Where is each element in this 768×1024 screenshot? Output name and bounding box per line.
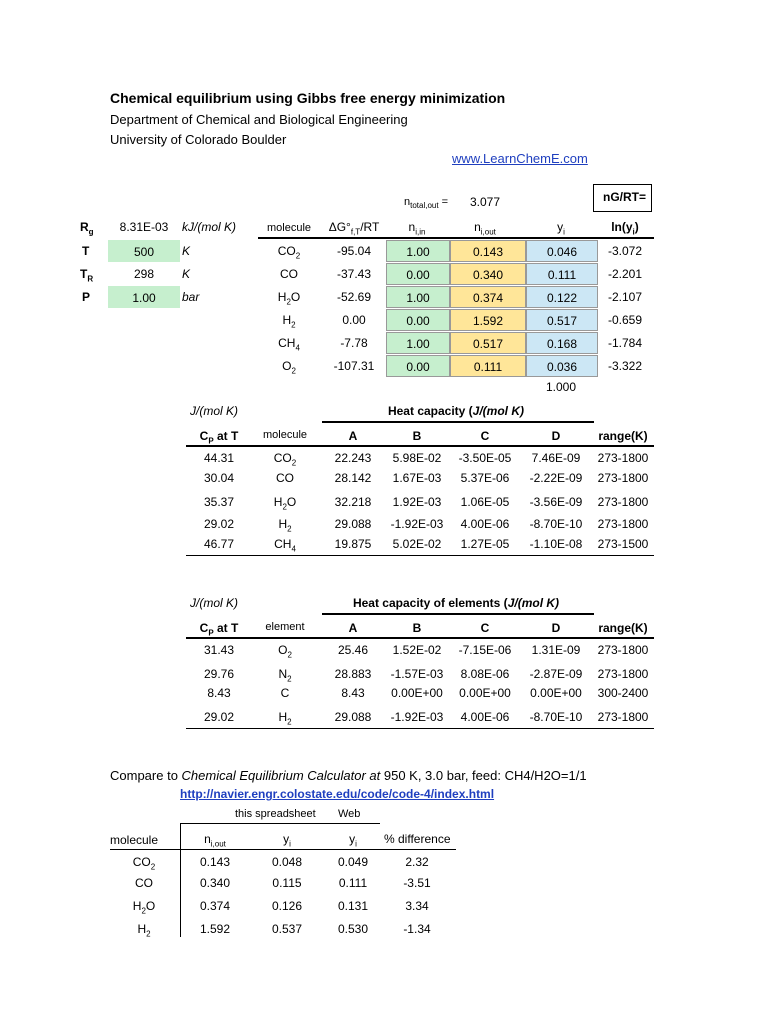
hc-cell-cp: 31.43 [203,643,235,657]
lny-cell: -2.107 [607,290,643,304]
hc-cell-mol: $CO_2$ [273,451,297,468]
hc-header-d: D [551,429,561,443]
compare-y: 0.537 [271,922,303,936]
compare-molecule: $H_2$ [137,922,151,939]
hc-header-c: C [480,621,490,635]
learncheme-link[interactable]: www.LearnChemE.com [452,151,588,166]
compare-header-yweb: $y_i$ [349,832,357,849]
hc-title: Heat capacity (J/(mol K) [387,404,525,418]
header-lny: $\ln(y_i)$ [611,220,639,237]
hc-header-mol: element [265,621,305,633]
ysum: 1.000 [545,380,577,394]
hc-cell-d: -3.56E-09 [529,495,583,509]
compare-yweb: 0.530 [337,922,369,936]
dg-cell: -52.69 [336,290,372,304]
lny-cell: -0.659 [607,313,643,327]
hc-cell-a: 29.088 [334,710,372,724]
compare-molecule: CO [135,876,153,890]
nin-input[interactable]: 0.00 [386,263,450,285]
molecule-cell: $H_2$ [282,313,296,330]
y-cell: 0.111 [526,263,598,285]
hc-cell-mol: $O_2$ [278,643,292,660]
hc-header-c: C [480,429,490,443]
hc-cell-mol: $N_2$ [278,667,292,684]
lny-cell: -3.072 [607,244,643,258]
hc-cell-range: 273-1800 [597,667,649,681]
equilibrium-header-rule [258,237,654,239]
compare-nout: 0.374 [199,899,231,913]
hc-header-rule [186,445,654,447]
nout-cell: 0.517 [450,332,526,354]
nout-cell: 0.340 [450,263,526,285]
p-unit: bar [182,290,200,304]
ntotal-label: $n_{total,out}$ = [404,196,449,211]
hc-cell-d: -1.10E-08 [529,537,583,551]
hc-header-b: B [412,621,422,635]
hc-cell-c: 5.37E-06 [460,471,510,485]
compare-diff: 3.34 [405,899,429,913]
y-cell: 0.168 [526,332,598,354]
molecule-cell: $CH_4$ [278,336,300,353]
compare-yweb: 0.049 [337,855,369,869]
hc-header-a: A [348,429,358,443]
header-dg: $\Delta G^\circ_{f,T}/RT$ [328,220,380,237]
dg-cell: -7.78 [340,336,368,350]
hc-cell-c: -3.50E-05 [458,451,512,465]
hc-cell-range: 273-1800 [597,517,649,531]
hc-cell-cp: 44.31 [203,451,235,465]
rg-unit: kJ/(mol K) [182,220,236,234]
hce-title: Heat capacity of elements (J/(mol K) [352,596,560,610]
hc-cell-b: 1.67E-03 [392,471,442,485]
nin-input[interactable]: 1.00 [386,332,450,354]
hc-cell-c: -7.15E-06 [458,643,512,657]
hc-cell-d: -8.70E-10 [529,710,583,724]
hc-cell-cp: 29.76 [203,667,235,681]
hc-cell-mol: $H_2$ [278,710,292,727]
page-title: Chemical equilibrium using Gibbs free energy minimization [110,90,506,106]
p-label: P [82,290,91,304]
hc-cell-b: -1.92E-03 [390,710,444,724]
hc-cell-b: 5.98E-02 [392,451,442,465]
hc-cell-a: 29.088 [334,517,372,531]
hce-unit-label: J/(mol K) [190,596,238,610]
tr-value: 298 [133,267,155,281]
p-input[interactable]: 1.00 [108,286,180,308]
university-text: University of Colorado Boulder [110,132,287,147]
hc-cell-cp: 8.43 [207,686,231,700]
hc-cell-c: 4.00E-06 [460,710,510,724]
hc-cell-range: 273-1800 [597,710,649,724]
hc-cell-mol: $CH_4$ [274,537,296,554]
hc-cell-c: 0.00E+00 [459,686,511,700]
t-label: T [82,244,90,258]
hc-header-rule [186,637,654,639]
hc-header-cp: $C_P$ at T [199,621,239,638]
hc-header-d: D [551,621,561,635]
tr-label: $T_R$ [80,267,94,284]
hc-header-range: range(K) [598,429,648,443]
hc-cell-range: 273-1800 [597,451,649,465]
lny-cell: -3.322 [607,359,643,373]
hc-cell-d: -8.70E-10 [529,517,583,531]
y-cell: 0.046 [526,240,598,262]
compare-group-rule [180,823,380,824]
hc-cell-a: 28.883 [334,667,372,681]
t-input[interactable]: 500 [108,240,180,262]
header-nin: $n_{i,in}$ [408,220,426,237]
hc-cell-mol: C [280,686,290,700]
hce-title-rule [322,613,594,615]
hc-cell-d: -2.87E-09 [529,667,583,681]
hc-cell-d: 7.46E-09 [531,451,581,465]
header-y: $y_i$ [557,220,565,237]
hc-cell-c: 4.00E-06 [460,517,510,531]
nout-cell: 0.374 [450,286,526,308]
compare-header-molecule: molecule [110,833,159,847]
molecule-cell: $CO_2$ [277,244,301,261]
compare-diff: -3.51 [403,876,431,890]
navier-link[interactable]: http://navier.engr.colostate.edu/code/code-4/index.html [180,787,495,801]
hc-header-range: range(K) [598,621,648,635]
dg-cell: -95.04 [336,244,372,258]
hc-cell-a: 19.875 [334,537,372,551]
hc-title-rule [322,421,594,423]
y-cell: 0.036 [526,355,598,377]
hc-cell-range: 300-2400 [597,686,649,700]
dg-cell: -37.43 [336,267,372,281]
tr-unit: K [182,267,191,281]
hc-cell-mol: $H_2$ [278,517,292,534]
compare-nout: 1.592 [199,922,231,936]
molecule-cell: $H_2O$ [277,290,301,307]
compare-text: Compare to Chemical Equilibrium Calculator at 950 K, 3.0 bar, feed: CH4/H2O=1/1 [110,768,587,783]
dg-cell: -107.31 [333,359,375,373]
compare-header-nout: $n_{i,out}$ [204,832,226,849]
molecule-cell: CO [280,267,298,281]
hc-cell-range: 273-1800 [597,495,649,509]
hc-cell-range: 273-1500 [597,537,649,551]
hc-cell-b: 5.02E-02 [392,537,442,551]
compare-yweb: 0.111 [338,876,368,890]
hc-cell-b: -1.57E-03 [390,667,444,681]
rg-label: $R_g$ [80,220,94,237]
hc-cell-c: 1.06E-05 [460,495,510,509]
ntotal-value: 3.077 [470,195,501,209]
hc-header-b: B [412,429,422,443]
hc-cell-cp: 29.02 [203,710,235,724]
hc-unit-label: J/(mol K) [190,404,238,418]
compare-col-web: Web [338,808,361,820]
lny-cell: -2.201 [607,267,643,281]
hc-cell-a: 32.218 [334,495,372,509]
nout-cell: 1.592 [450,309,526,331]
hc-cell-mol: CO [276,471,294,485]
compare-header-diff: % difference [384,832,451,846]
hc-cell-b: -1.92E-03 [390,517,444,531]
compare-nout: 0.340 [199,876,231,890]
compare-molecule: $H_2O$ [132,899,156,916]
ngrt-label: nG/RT= [603,190,647,204]
hc-cell-cp: 30.04 [203,471,235,485]
hc-cell-mol: $H_2O$ [273,495,297,512]
hc-cell-range: 273-1800 [597,643,649,657]
compare-nout: 0.143 [199,855,231,869]
lny-cell: -1.784 [607,336,643,350]
compare-col-this: this spreadsheet [235,808,316,820]
dg-cell: 0.00 [342,313,366,327]
nin-input[interactable]: 0.00 [386,309,450,331]
compare-header-y: $y_i$ [283,832,291,849]
compare-diff: -1.34 [403,922,431,936]
compare-y: 0.126 [271,899,303,913]
hc-cell-a: 8.43 [341,686,365,700]
molecule-cell: $O_2$ [282,359,296,376]
y-cell: 0.517 [526,309,598,331]
hc-cell-cp: 46.77 [203,537,235,551]
department-text: Department of Chemical and Biological Engineering [110,112,408,127]
compare-yweb: 0.131 [337,899,369,913]
hc-cell-c: 8.08E-06 [460,667,510,681]
hc-cell-a: 22.243 [334,451,372,465]
hc-cell-a: 28.142 [334,471,372,485]
hc-cell-cp: 29.02 [203,517,235,531]
nin-input[interactable]: 1.00 [386,240,450,262]
y-cell: 0.122 [526,286,598,308]
nin-input[interactable]: 0.00 [386,355,450,377]
hc-cell-d: -2.22E-09 [529,471,583,485]
compare-y: 0.048 [271,855,303,869]
hc-cell-d: 1.31E-09 [531,643,581,657]
rg-value: 8.31E-03 [119,220,169,234]
hc-cell-a: 25.46 [337,643,369,657]
compare-y: 0.115 [272,876,302,890]
hc-cell-b: 0.00E+00 [391,686,443,700]
hc-bottom-rule [186,728,654,729]
compare-header-rule [110,849,456,850]
hc-cell-c: 1.27E-05 [460,537,510,551]
hc-cell-d: 0.00E+00 [530,686,582,700]
nout-cell: 0.143 [450,240,526,262]
hc-bottom-rule [186,555,654,556]
hc-cell-b: 1.52E-02 [392,643,442,657]
header-nout: $n_{i,out}$ [474,220,496,237]
compare-diff: 2.32 [405,855,429,869]
compare-vertical-rule [180,823,181,937]
nout-cell: 0.111 [450,355,526,377]
hc-cell-b: 1.92E-03 [392,495,442,509]
nin-input[interactable]: 1.00 [386,286,450,308]
compare-molecule: $CO_2$ [132,855,156,872]
hc-header-a: A [348,621,358,635]
t-unit: K [182,244,191,258]
hc-cell-range: 273-1800 [597,471,649,485]
hc-cell-cp: 35.37 [203,495,235,509]
header-molecule: molecule [266,222,312,234]
hc-header-cp: $C_P$ at T [199,429,239,446]
hc-header-mol: molecule [262,429,308,441]
